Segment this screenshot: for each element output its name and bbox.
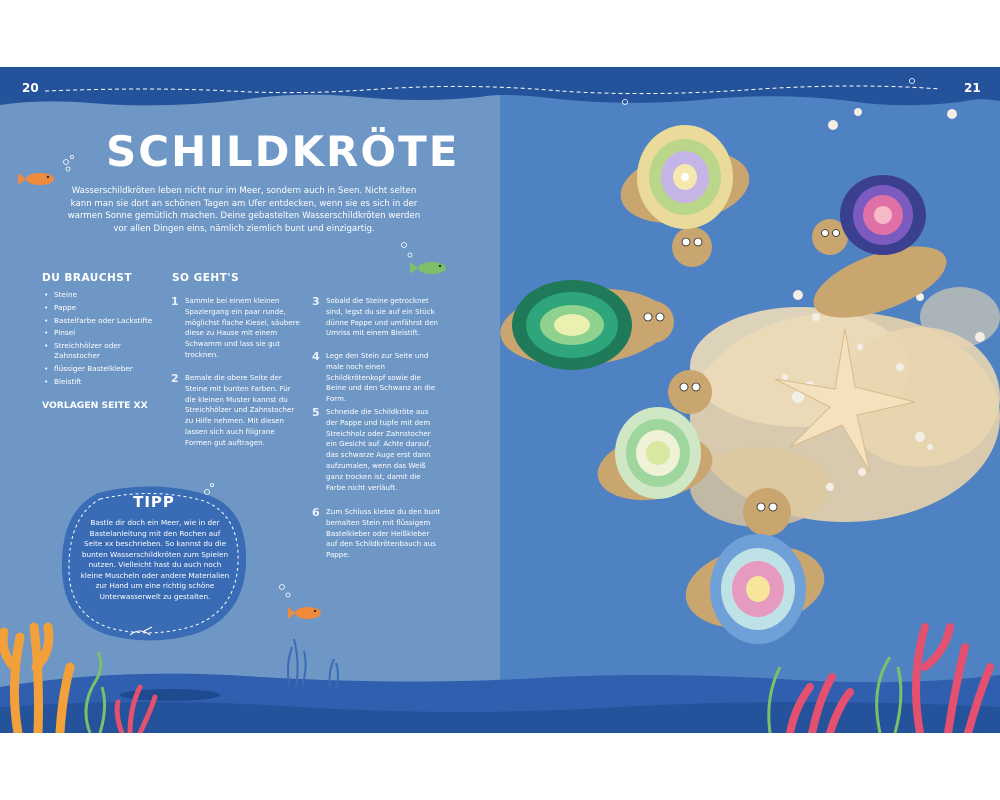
step-4 (312, 351, 442, 405)
tip-text: Bastle dir doch ein Meer, wie in der Bastelanleitung mit den Rochen auf Seite xx beschrieben. So kannst du die bunten Wasserschildkröten zum Spielen nutzen. Vielleicht hast du auch noch kleine Muscheln oder andere Materialien zur Hand um eine richtig schöne Unterwasserwelt zu gestalten. (80, 518, 230, 601)
step-number: 1 (171, 295, 179, 308)
step-number: 3 (312, 295, 320, 308)
step-text: Sobald die Steine getrocknet sind, legst du sie auf ein Stück dünne Pappe und umfährst den Umriss mit einem Bleistift. (326, 296, 439, 338)
materials-heading: DU BRAUCHST (42, 272, 133, 284)
page-number-left: 20 (22, 81, 39, 95)
materials-list (44, 290, 154, 389)
material-item: • Pappe (44, 303, 154, 313)
step-number: 6 (312, 506, 320, 519)
material-item: • Streichhölzer oder Zahnstocher (44, 341, 154, 361)
step-5 (312, 407, 442, 493)
material-item: • Steine (44, 290, 154, 300)
step-2 (171, 373, 303, 449)
step-number: 2 (171, 372, 179, 385)
step-6 (312, 507, 442, 561)
step-1 (171, 296, 303, 361)
templates-note: VORLAGEN SEITE XX (42, 400, 148, 411)
material-item: • Bleistift (44, 377, 154, 387)
page-number-right: 21 (964, 81, 981, 95)
material-item: • flüssiger Bastelkleber (44, 364, 154, 374)
material-item: • Bastelfarbe oder Lackstifte (44, 316, 154, 326)
step-text: Lege den Stein zur Seite und male noch einen Schildkrötenkopf sowie die Beine und den Schwanz an die Form. (326, 351, 436, 404)
book-spread (0, 67, 1000, 733)
turtle-photo (500, 67, 1000, 733)
intro-text: Wasserschildkröten leben nicht nur im Meer, sondern auch in Seen. Nicht selten kann man sie dort an schönen Tagen am Ufer entdecken, wenn sie es sich in der warmen Sonne gemütlich machen. Deine gebastelten Wasserschildkröten werden vor allen Dingen eins, nämlich ziemlich bunt und einzigartig. (67, 186, 421, 234)
step-text: Sammle bei einem kleinen Spaziergang ein paar runde, möglichst flache Kiesel, säubere diese zu Hause mit einem Schwamm und lass sie gut trocknen. (185, 296, 300, 359)
step-number: 5 (312, 406, 320, 419)
instructions-heading: SO GEHT'S (172, 272, 240, 284)
material-item: • Pinsel (44, 328, 154, 338)
tip-title: TIPP (133, 493, 175, 511)
top-wave-band (0, 67, 1000, 107)
step-text: Zum Schluss klebst du den bunt bemalten Stein mit flüssigem Bastelkleber oder Heißkleber auf den Schildkrötenbauch aus Pappe. (326, 507, 441, 560)
step-text: Schneide die Schildkröte aus der Pappe und tupfe mit dem Streichholz oder Zahnstocher ein Gesicht auf. Achte darauf, das schwarze Auge erst dann aufzumalen, wenn das Weiß ganz trocken ist, damit die Farbe nicht verläuft. (326, 407, 432, 492)
step-number: 4 (312, 350, 320, 363)
page-title: SCHILDKRÖTE (106, 127, 460, 176)
step-text: Bemale die obere Seite der Steine mit bunten Farben. Für die kleinen Muster kannst du Streichhölzer und Zahnstocher zu Hilfe nehmen. Mit diesen lassen sich auch filigrane Formen gut auftragen. (185, 373, 295, 447)
step-3 (312, 296, 442, 339)
